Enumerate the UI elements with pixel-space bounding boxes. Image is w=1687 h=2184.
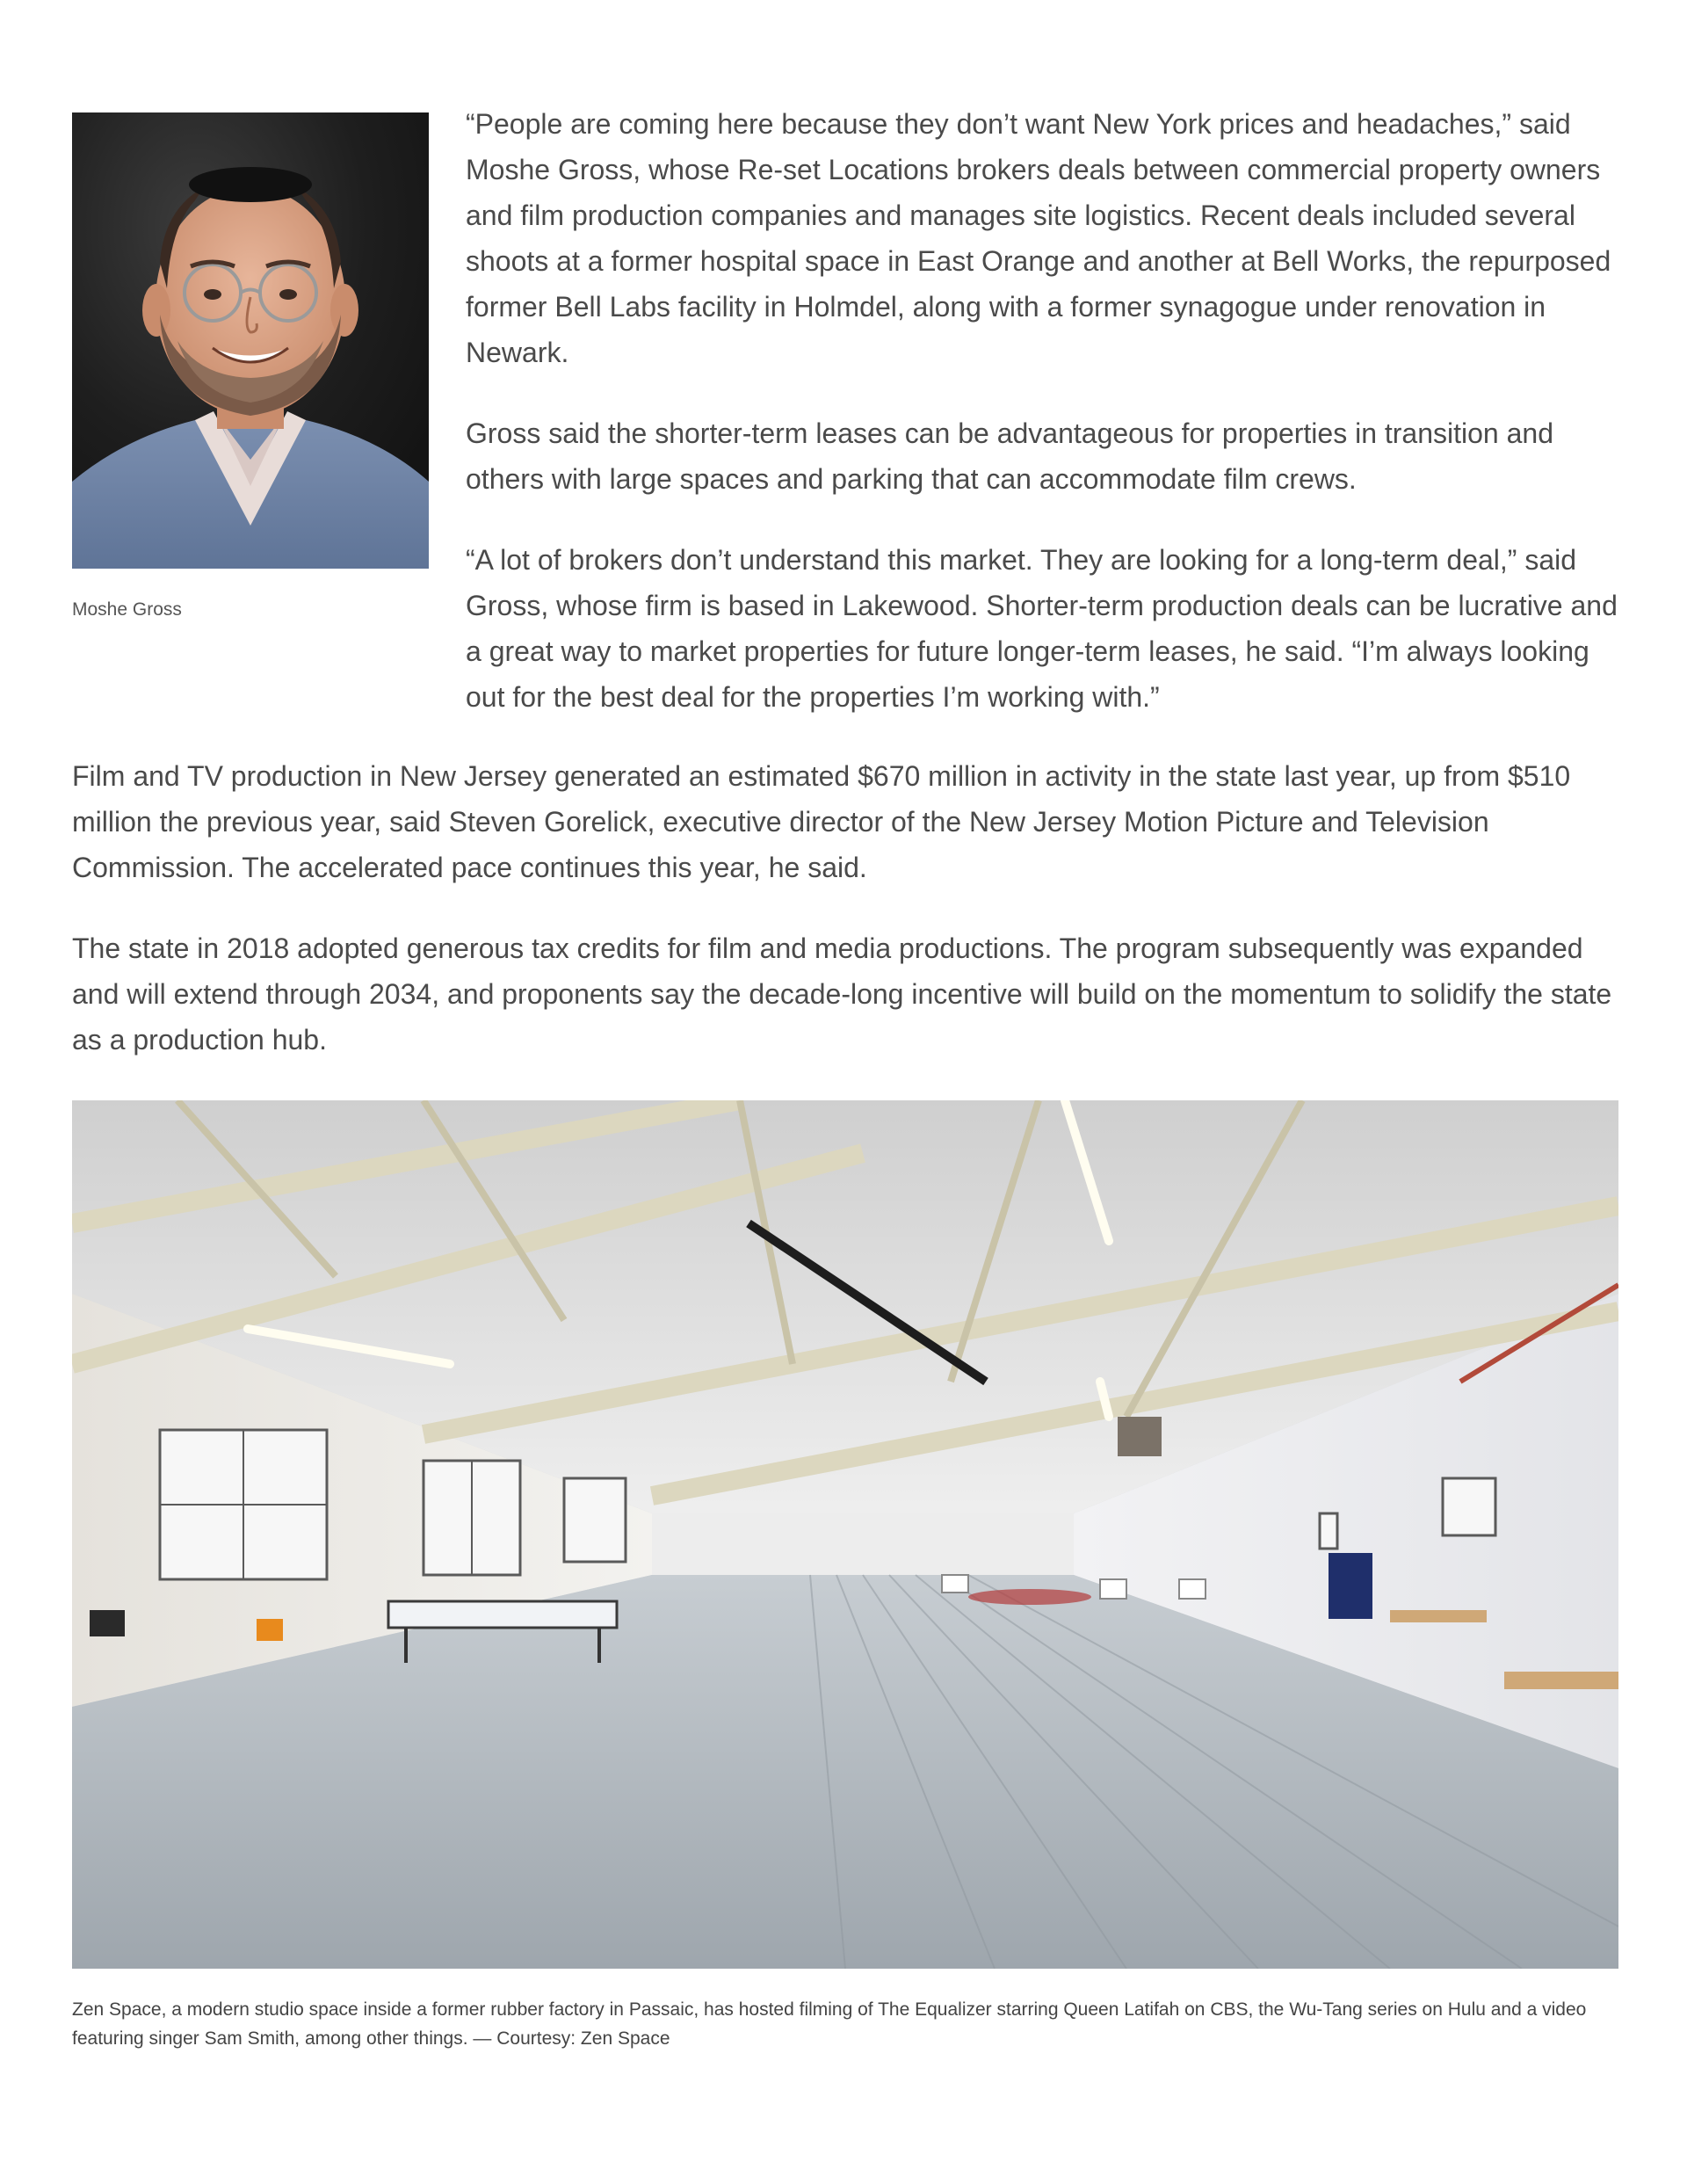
paragraph: Gross said the shorter-term leases can be advantageous for properties in transition and others with large spaces and parking that can accommodate film crews. [466, 417, 1553, 495]
paragraph: “People are coming here because they don’t want New York prices and headaches,” said Moshe Gross, whose Re-set Locations brokers deals between commercial property owners and film production companies and manages site logistics. Recent deals included several shoots at a former hospital space in East Orange and another at Bell Works, the repurposed former Bell Labs facility in Holmdel, along with a former synagogue under renovation in Newark. [466, 108, 1611, 368]
portrait-illustration [72, 112, 429, 569]
article-body-text [72, 753, 1618, 1098]
studio-photo [72, 1100, 1618, 1969]
portrait-caption: Moshe Gross [72, 599, 182, 620]
paragraph: “A lot of brokers don’t understand this market. They are looking for a long-term deal,” said Gross, whose firm is based in Lakewood. Shorter-term production deals can be lucrative and a great way to market properties for future longer-term leases, he said. “I’m always looking out for the best deal for the properties I’m working with.” [466, 544, 1618, 713]
portrait-figure [72, 112, 429, 621]
paragraph: Film and TV production in New Jersey generated an estimated $670 million in activity in the state last year, up from $510 million the previous year, said Steven Gorelick, executive director of the New Jersey Motion Picture and Television Commission. The accelerated pace continues this year, he said. [72, 760, 1571, 883]
warehouse-illustration [72, 1100, 1618, 1969]
paragraph: The state in 2018 adopted generous tax credits for film and media productions. The program subsequently was expanded and will extend through 2034, and proponents say the decade-long incentive will build on the momentum to solidify the state as a production hub. [72, 932, 1612, 1056]
article-lead-text [466, 101, 1625, 755]
portrait-photo [72, 112, 429, 569]
photo-caption: Zen Space, a modern studio space inside a former rubber factory in Passaic, has hosted filming of The Equalizer starring Queen Latifah on CBS, the Wu-Tang series on Hulu and a video featuring singer Sam Smith, among other things. — Courtesy: Zen Space [72, 1999, 1587, 2049]
